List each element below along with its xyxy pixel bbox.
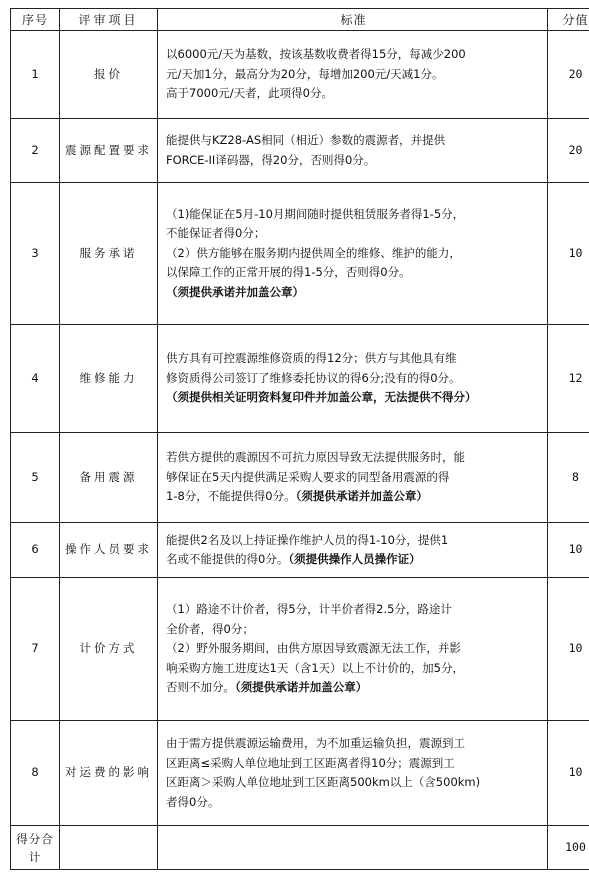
standard-line: （1）路途不计价者，得5分，计半价者得2.5分，路途计 [166, 602, 452, 617]
row-standard [158, 31, 548, 119]
row-score: 20 [548, 31, 589, 119]
row-number: 5 [11, 433, 60, 523]
standard-line: 修资质得公司签订了维修委托协议的得6分;没有的得0分。 [166, 370, 461, 385]
standard-line: 区距离＞采购人单位地址到工区距离500km以上（含500km) [166, 775, 481, 789]
total-empty-standard [158, 826, 548, 870]
standard-line: 若供方提供的震源因不可抗力原因导致无法提供服务时，能 [166, 450, 465, 465]
total-empty-item [60, 826, 158, 870]
standard-line: 者得0分。 [166, 794, 220, 809]
row-number: 7 [11, 578, 60, 721]
standard-line: 全价者，得0分； [166, 621, 254, 636]
table-row [11, 578, 589, 721]
row-number: 1 [11, 31, 60, 119]
standard-note: （须提供承诺并加盖公章） [166, 284, 304, 299]
row-item: 备用震源 [60, 433, 158, 523]
standard-line: 够保证在5天内提供满足采购人要求的同型备用震源的得 [166, 469, 450, 484]
row-score: 10 [548, 721, 589, 826]
table-row [11, 721, 589, 826]
header-item: 评审项目 [60, 9, 158, 31]
standard-note: （须提供操作人员操作证） [288, 552, 421, 566]
total-score: 100 [548, 826, 589, 870]
standard-line: 高于7000元/天者，此项得0分。 [166, 86, 333, 101]
standard-line: 1-8分，不能提供得0分。 [166, 489, 296, 504]
standard-line: 供方具有可控震源维修资质的得12分；供方与其他具有维 [166, 351, 457, 366]
header-row [11, 9, 589, 31]
header-standard: 标准 [158, 9, 548, 31]
standard-line: 能提供与KZ28-AS相同（相近）参数的震源者，并提供 [166, 133, 446, 147]
row-score: 10 [548, 578, 589, 721]
standard-line: 名或不能提供的得0分。 [166, 552, 289, 566]
row-item: 维修能力 [60, 325, 158, 433]
standard-line: FORCE-II译码器，得20分，否则得0分。 [166, 152, 376, 167]
row-standard [158, 119, 548, 183]
row-standard [158, 721, 548, 826]
total-row [11, 826, 589, 870]
row-number: 2 [11, 119, 60, 183]
row-score: 8 [548, 433, 589, 523]
standard-line: 否则不加分。 [166, 680, 235, 695]
row-item: 报价 [60, 31, 158, 119]
standard-note: （须提供承诺并加盖公章） [235, 680, 368, 695]
standard-line: （2）野外服务期间，由供方原因导致震源无法工作，并影 [166, 641, 461, 656]
total-label: 得分合计 [11, 826, 60, 870]
table-row [11, 523, 589, 578]
standard-line: 区距离≤采购人单位地址到工区距离者得10分；震源到工 [166, 755, 455, 770]
row-standard [158, 578, 548, 721]
header-no: 序号 [11, 9, 60, 31]
standard-line: 能提供2名及以上持证操作维护人员的得1-10分，提供1 [166, 532, 449, 547]
standard-line: 不能保证者得0分； [166, 226, 266, 241]
row-item: 操作人员要求 [60, 523, 158, 578]
row-standard [158, 523, 548, 578]
row-score: 10 [548, 183, 589, 325]
standard-line: 以保障工作的正常开展的得1-5分，否则得0分。 [166, 265, 411, 280]
row-number: 6 [11, 523, 60, 578]
row-score: 20 [548, 119, 589, 183]
standard-line: 以6000元/天为基数，按该基数收费者得15分，每减少200 [166, 47, 466, 62]
standard-note: （须提供相关证明资料复印件并加盖公章，无法提供不得分） [166, 390, 477, 405]
row-score: 10 [548, 523, 589, 578]
standard-line: 响采购方施工进度达1天（含1天）以上不计价的，加5分， [166, 660, 464, 675]
table-row [11, 119, 589, 183]
row-item: 计价方式 [60, 578, 158, 721]
row-item: 对运费的影响 [60, 721, 158, 826]
row-number: 3 [11, 183, 60, 325]
row-score: 12 [548, 325, 589, 433]
table-row [11, 325, 589, 433]
row-number: 8 [11, 721, 60, 826]
standard-note: （须提供承诺并加盖公章） [295, 489, 428, 504]
row-item: 震源配置要求 [60, 119, 158, 183]
standard-line: 元/天加1分，最高分为20分，每增加200元/天减1分。 [166, 66, 444, 81]
row-standard [158, 183, 548, 325]
row-item: 服务承诺 [60, 183, 158, 325]
scoring-table [10, 8, 589, 870]
table-row [11, 433, 589, 523]
standard-line: （1)能保证在5月-10月期间随时提供租赁服务者得1-5分， [166, 206, 465, 221]
standard-line: 由于需方提供震源运输费用，为不加重运输负担，震源到工 [166, 736, 465, 750]
table-row [11, 31, 589, 119]
row-number: 4 [11, 325, 60, 433]
row-standard [158, 325, 548, 433]
row-standard [158, 433, 548, 523]
table-row [11, 183, 589, 325]
header-score: 分值 [548, 9, 589, 31]
standard-line: （2）供方能够在服务期内提供周全的维修、维护的能力， [166, 245, 461, 260]
